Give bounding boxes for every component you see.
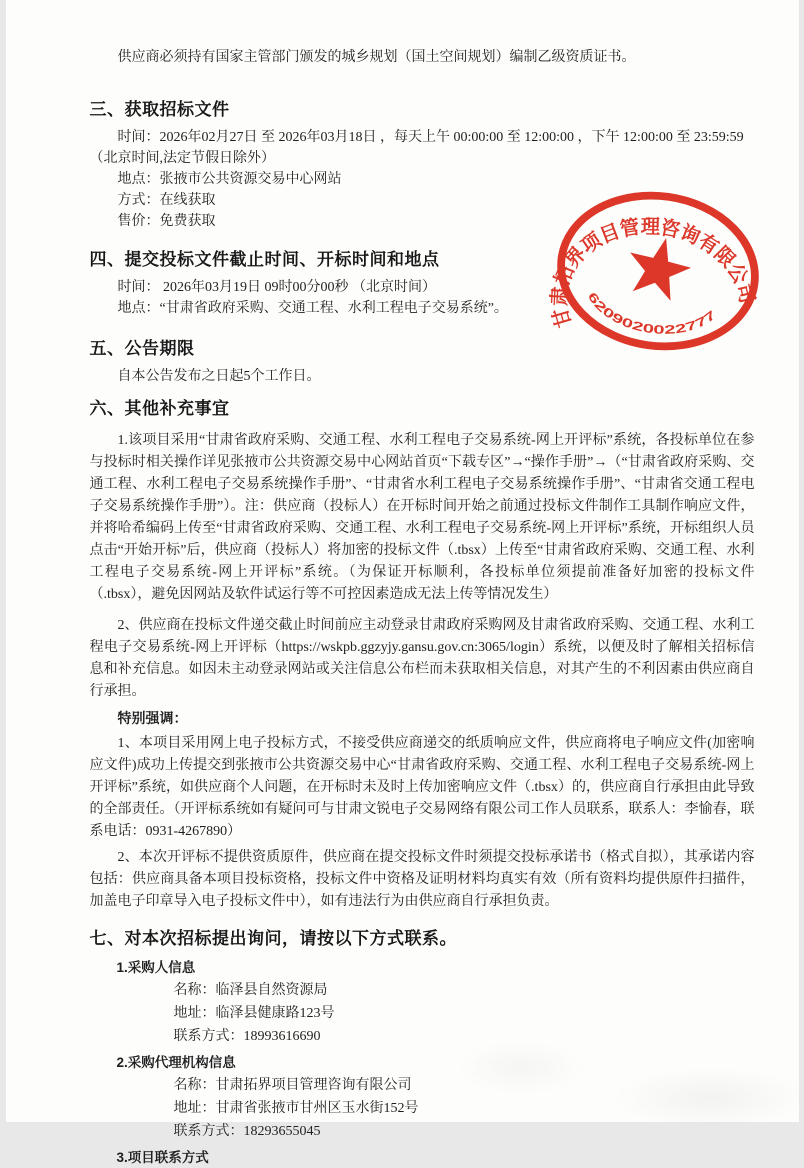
contact-info-block — [90, 957, 755, 1168]
section-6-title: 六、其他补充事宜 — [90, 397, 755, 421]
buyer-name: 名称：临泽县自然资源局 — [174, 980, 755, 1001]
agency-name: 名称：甘肃拓界项目管理咨询有限公司 — [174, 1075, 755, 1096]
section-7-title: 七、对本次招标提出询问，请按以下方式联系。 — [90, 927, 755, 951]
section-3-time-note: （北京时间,法定节假日除外） — [90, 148, 755, 169]
section-3-price-line: 售价：免费获取 — [90, 211, 755, 232]
section-4-deadline-line: 时间： 2026年03月19日 09时00分00秒 （北京时间） — [90, 277, 755, 298]
project-contact-heading: 3.项目联系方式 — [117, 1147, 755, 1168]
scan-smudge — [616, 1068, 804, 1128]
buyer-info-heading: 1.采购人信息 — [117, 957, 755, 978]
agency-address: 地址：甘肃省张掖市甘州区玉水街152号 — [174, 1098, 755, 1119]
section-3-title: 三、获取招标文件 — [90, 98, 755, 122]
emphasis-paragraph-2: 2、本次开评标不提供资质原件，供应商在提交投标文件时须提交投标承诺书（格式自拟），其承诺内容包括：供应商具备本项目投标资格，投标文件中资格及证明材料均真实有效（所有资料均提供原件扫描件，加盖电子印章导入电子投标文件中），如有违法行为由供应商自行承担负责。 — [90, 847, 755, 913]
section-6-paragraph-2: 2、供应商在投标文件递交截止时间前应主动登录甘肃政府采购网及甘肃省政府采购、交通工程、水利工程电子交易系统-网上开评标（https://wskpb.ggzyjy.gansu.gov.cn:3065/login）系统，以便及时了解相关招标信息和补充信息。如因未主动登录网站或关注信息公布栏而未获取相关信息，对其产生的不利因素由供应商自行承担。 — [90, 615, 755, 703]
buyer-address: 地址：临泽县健康路123号 — [174, 1003, 755, 1024]
seal-number: 6209020022777 — [580, 288, 720, 345]
section-5-body: 自本公告发布之日起5个工作日。 — [90, 366, 755, 387]
agency-info-heading: 2.采购代理机构信息 — [117, 1052, 755, 1073]
special-emphasis-label: 特别强调： — [90, 709, 755, 731]
company-seal — [540, 173, 775, 369]
section-5-title: 五、公告期限 — [90, 337, 755, 361]
scan-smudge — [456, 1040, 586, 1095]
section-3-place-line: 地点：张掖市公共资源交易中心网站 — [90, 169, 755, 190]
agency-contact-phone: 联系方式：18293655045 — [174, 1121, 755, 1142]
scanned-tender-document-page — [6, 0, 799, 1122]
section-4-title: 四、提交投标文件截止时间、开标时间和地点 — [90, 248, 755, 272]
section-3-method-line: 方式：在线获取 — [90, 190, 755, 211]
section-6-paragraph-1: 1.该项目采用“甘肃省政府采购、交通工程、水利工程电子交易系统-网上开评标”系统，各投标单位在参与投标时相关操作详见张掖市公共资源交易中心网站首页“下载专区”→“操作手册”→（“甘肃省政府采购、交通工程、水利工程电子交易系统操作手册”、“甘肃省水利工程电子交易系统操作手册”、“甘肃省交通工程电子交易系统操作手册”）。注：供应商（投标人）在开标时间开始之前通过投标文件制作工具制作响应文件，并将哈希编码上传至“甘肃省政府采购、交通工程、水利工程电子交易系统-网上开评标”系统，开标组织人员点击“开始开标”后，供应商（投标人）将加密的投标文件（.tbsx）上传至“甘肃省政府采购、交通工程、水利工程电子交易系统-网上开评标”系统。（为保证开标顺利，各投标单位须提前准备好加密的投标文件（.tbsx），避免因网站及软件试运行等不可控因素造成无法上传等情况发生） — [90, 430, 755, 606]
section-3-time-line: 时间：2026年02月27日 至 2026年03月18日 ，每天上午 00:00:00 至 12:00:00 ，下午 12:00:00 至 23:59:59 — [90, 127, 755, 148]
emphasis-paragraph-1: 1、本项目采用网上电子投标方式，不接受供应商递交的纸质响应文件，供应商将电子响应文件(加密响应文件)成功上传提交到张掖市公共资源交易中心“甘肃省政府采购、交通工程、水利工程电子交易系统-网上开评标”系统，如供应商个人问题，在开标时未及时上传加密响应文件（.tbsx）的，供应商自行承担由此导致的全部责任。（开评标系统如有疑问可与甘肃文锐电子交易网络有限公司工作人员联系，联系人：李愉春，联系电话：0931-4267890） — [90, 733, 755, 843]
supplier-qualification-note: 供应商必须持有国家主管部门颁发的城乡规划（国土空间规划）编制乙级资质证书。 — [90, 48, 755, 68]
section-4-place-line: 地点：“甘肃省政府采购、交通工程、水利工程电子交易系统”。 — [90, 298, 755, 319]
buyer-contact-phone: 联系方式：18993616690 — [174, 1026, 755, 1047]
seal-company-name: 甘肃拓界项目管理咨询有限公司 — [541, 200, 768, 358]
